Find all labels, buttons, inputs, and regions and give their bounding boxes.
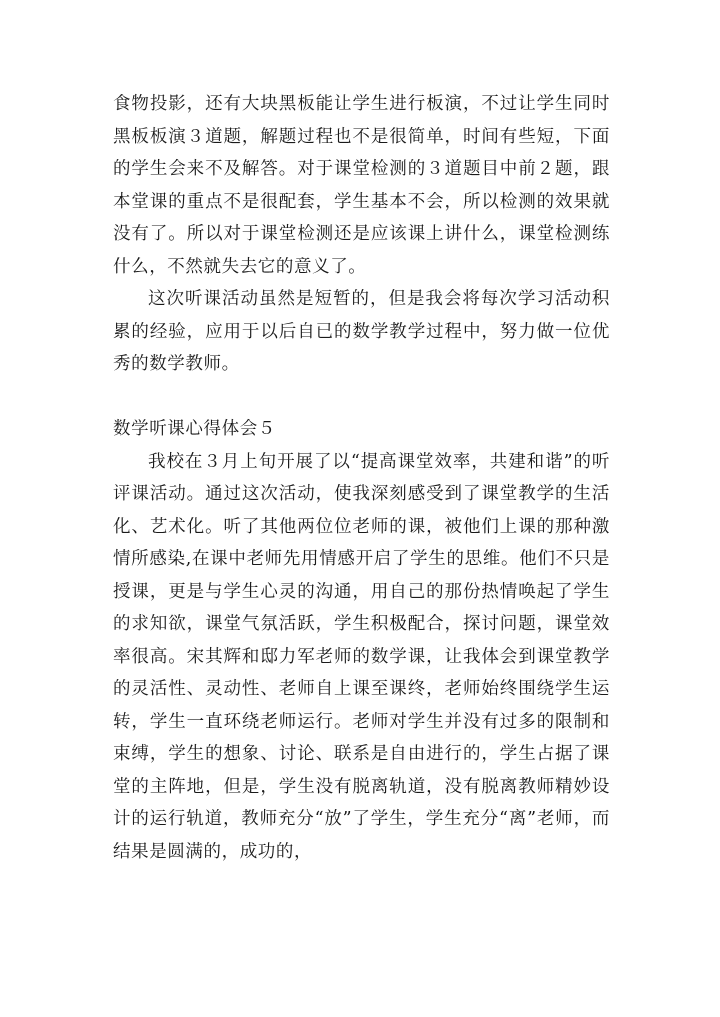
paragraph-continuation: 食物投影，还有大块黑板能让学生进行板演，不过让学生同时黑板板演３道题，解题过程也不是很简单，时间有些短，下面的学生会来不及解答。对于课堂检测的３道题目中前２题，跟本堂课的重点不是很配套，学生基本不会，所以检测的效果就没有了。所以对于课堂检测还是应该课上讲什么，课堂检测练什么，不然就失去它的意义了。 — [113, 94, 610, 277]
section-gap — [113, 381, 610, 414]
paragraph-conclusion: 这次听课活动虽然是短暂的，但是我会将每次学习活动积累的经验，应用于以后自已的数学教学过程中，努力做一位优秀的数学教师。 — [113, 289, 610, 374]
section-title: 数学听课心得体会５ — [113, 419, 276, 439]
document-page — [113, 88, 610, 868]
section-paragraph: 我校在３月上旬开展了以“提高课堂效率，共建和谐”的听评课活动。通过这次活动，使我深刻感受到了课堂教学的生活化、艺术化。听了其他两位位老师的课，被他们上课的那种激情所感染,在课中老师先用情感开启了学生的思维。他们不只是授课，更是与学生心灵的沟通，用自己的那份热情唤起了学生的求知欲，课堂气氛活跃，学生积极配合，探讨问题，课堂效率很高。宋其辉和邸力军老师的数学课，让我体会到课堂教学的灵活性、灵动性、老师自上课至课终，老师始终围绕学生运转，学生一直环绕老师运行。老师对学生并没有过多的限制和束缚，学生的想象、讨论、联系是自由进行的，学生占据了课堂的主阵地，但是，学生没有脱离轨道，没有脱离教师精妙设计的运行轨道，教师充分“放”了学生，学生充分“离”老师，而结果是圆满的，成功的， — [113, 451, 610, 862]
